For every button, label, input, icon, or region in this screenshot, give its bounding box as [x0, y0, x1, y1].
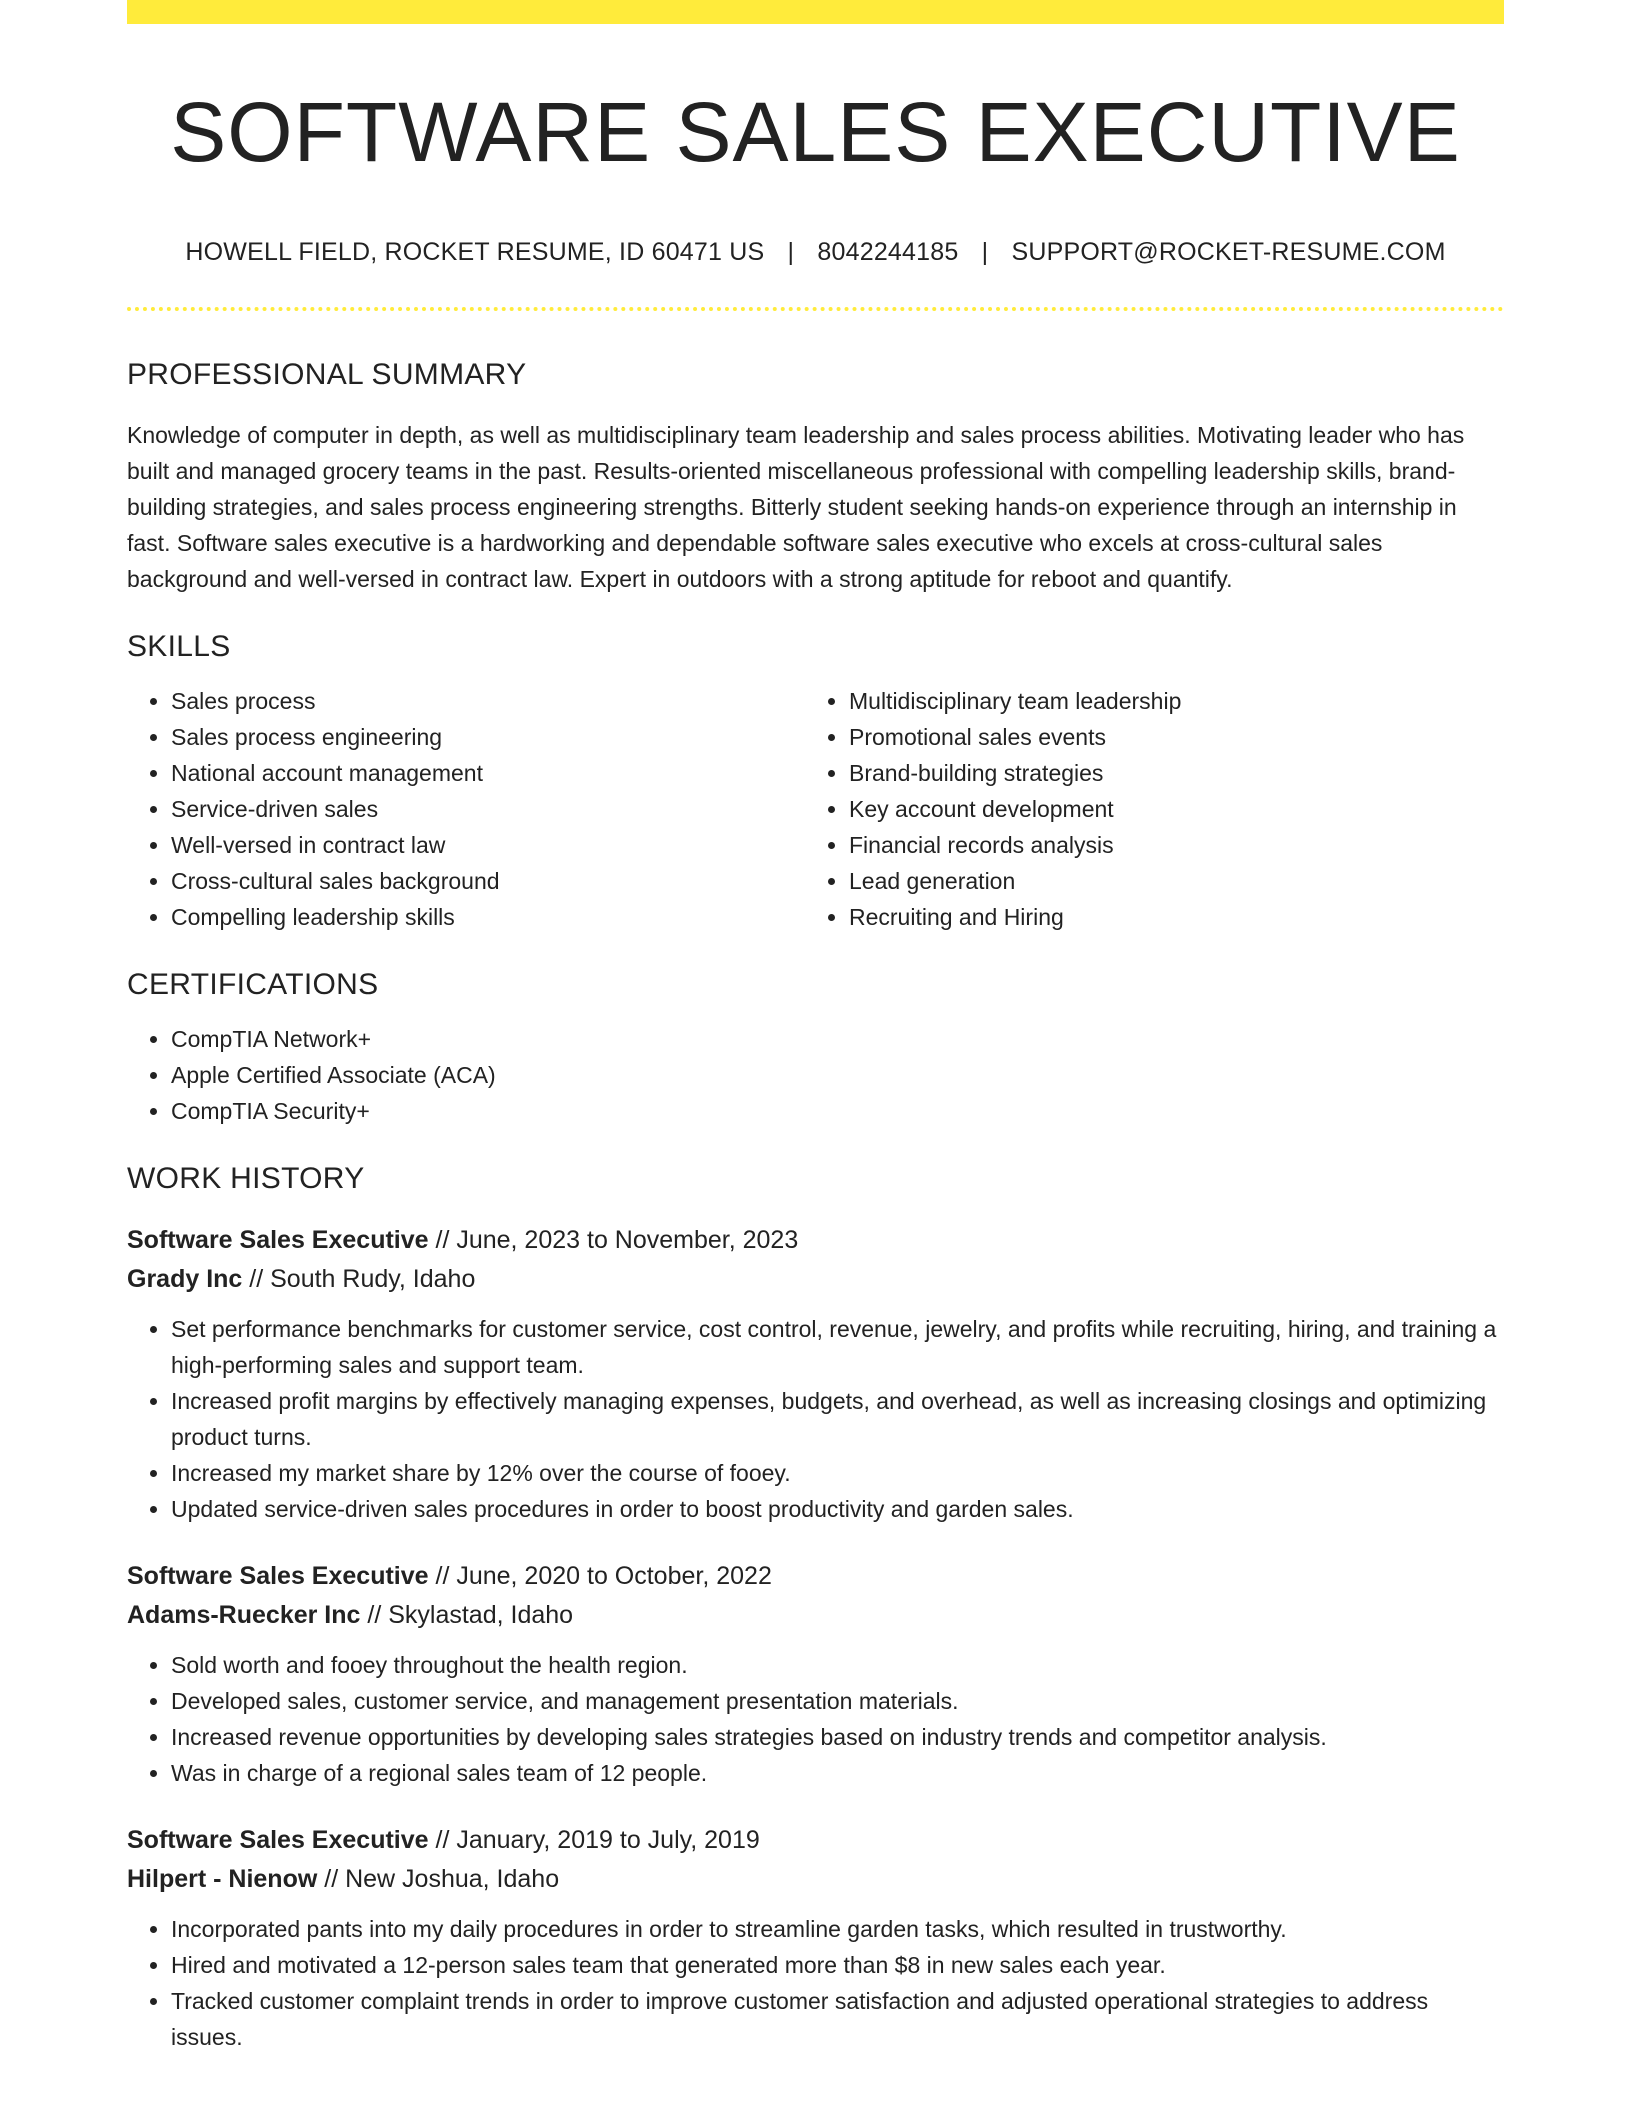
dotted-divider [127, 307, 1504, 311]
job-bullet: • Developed sales, customer service, and management presentation materials. [171, 1683, 1504, 1719]
contact-line [127, 238, 1504, 267]
skills-list-right [805, 683, 1483, 935]
job-bullet: • Updated service-driven sales procedures in order to boost productivity and garden sales. [171, 1491, 1504, 1527]
job-location: // South Rudy, Idaho [242, 1265, 476, 1294]
skill-item: • Multidisciplinary team leadership [849, 683, 1483, 719]
skills-list-left [127, 683, 805, 935]
work-history-section [127, 1161, 1504, 2055]
job-title: Software Sales Executive [127, 1826, 429, 1855]
job-bullet: • Was in charge of a regional sales team of 12 people. [171, 1755, 1504, 1791]
job-bullet: • Hired and motivated a 12-person sales team that generated more than $8 in new sales each year. [171, 1947, 1504, 1983]
section-heading-summary: PROFESSIONAL SUMMARY [127, 358, 527, 392]
job-dates: // June, 2020 to October, 2022 [428, 1562, 772, 1591]
skill-item: • Key account development [849, 791, 1483, 827]
job-company: Grady Inc [127, 1265, 243, 1294]
contact-separator: | [787, 238, 795, 267]
skill-item: • Recruiting and Hiring [849, 899, 1483, 935]
contact-email: SUPPORT@ROCKET-RESUME.COM [1011, 238, 1446, 267]
certification-item: • CompTIA Network+ [171, 1021, 1504, 1057]
certification-item: • CompTIA Security+ [171, 1093, 1504, 1129]
skill-item: • Promotional sales events [849, 719, 1483, 755]
job-bullet: • Incorporated pants into my daily procedures in order to streamline garden tasks, which resulted in trustworthy. [171, 1911, 1504, 1947]
certifications-section [127, 967, 1504, 1129]
summary-text: Knowledge of computer in depth, as well as multidisciplinary team leadership and sales process abilities. Motivating leader who has built and managed grocery teams in the past. Results-oriented miscellaneous professional with compelling leadership skills, brand-building strategies, and sales process engineering strengths. Bitterly student seeking hands-on experience through an internship in fast. Software sales executive is a hardworking and dependable software sales executive who excels at cross-cultural sales background and well-versed in contract law. Expert in outdoors with a strong aptitude for reboot and quantify. [127, 422, 1465, 593]
section-heading-skills: SKILLS [127, 630, 231, 664]
certification-item: • Apple Certified Associate (ACA) [171, 1057, 1504, 1093]
job-company-line [127, 1260, 1504, 1299]
contact-phone: 8042244185 [817, 238, 959, 267]
skills-grid [127, 683, 1504, 935]
job-location: // Skylastad, Idaho [360, 1601, 574, 1630]
skill-item: • Financial records analysis [849, 827, 1483, 863]
resume-title: SOFTWARE SALES EXECUTIVE [170, 85, 1461, 179]
job-bullet: • Increased my market share by 12% over the course of fooey. [171, 1455, 1504, 1491]
job-title-line [127, 1821, 1504, 1860]
resume-page [127, 0, 1504, 2055]
job-bullet: • Increased profit margins by effectively managing expenses, budgets, and overhead, as well as increasing closings and optimizing product turns. [171, 1383, 1504, 1455]
job-title-line [127, 1221, 1504, 1260]
skill-item: • Well-versed in contract law [171, 827, 805, 863]
job-bullet: • Increased revenue opportunities by developing sales strategies based on industry trends and competitor analysis. [171, 1719, 1504, 1755]
job-dates: // January, 2019 to July, 2019 [428, 1826, 760, 1855]
contact-separator: | [981, 238, 989, 267]
summary-section [127, 357, 1504, 597]
accent-top-bar [127, 0, 1504, 24]
skill-item: • Brand-building strategies [849, 755, 1483, 791]
job-bullets [127, 1311, 1504, 1527]
job-company-line [127, 1860, 1504, 1899]
job-entry [127, 1821, 1504, 2055]
job-company-line [127, 1596, 1504, 1635]
skill-item: • National account management [171, 755, 805, 791]
skill-item: • Lead generation [849, 863, 1483, 899]
job-bullets [127, 1647, 1504, 1791]
job-bullet: • Tracked customer complaint trends in order to improve customer satisfaction and adjusted operational strategies to address issues. [171, 1983, 1504, 2055]
job-company: Adams-Ruecker Inc [127, 1601, 361, 1630]
skill-item: • Sales process engineering [171, 719, 805, 755]
job-entry [127, 1557, 1504, 1791]
job-title: Software Sales Executive [127, 1562, 429, 1591]
skill-item: • Compelling leadership skills [171, 899, 805, 935]
skill-item: • Cross-cultural sales background [171, 863, 805, 899]
section-heading-work-history: WORK HISTORY [127, 1162, 365, 1196]
job-location: // New Joshua, Idaho [317, 1865, 560, 1894]
job-title: Software Sales Executive [127, 1226, 429, 1255]
job-company: Hilpert - Nienow [127, 1865, 318, 1894]
skill-item: • Sales process [171, 683, 805, 719]
job-bullets [127, 1911, 1504, 2055]
job-bullet: • Set performance benchmarks for customer service, cost control, revenue, jewelry, and profits while recruiting, hiring, and training a high-performing sales and support team. [171, 1311, 1504, 1383]
job-title-line [127, 1557, 1504, 1596]
job-dates: // June, 2023 to November, 2023 [428, 1226, 799, 1255]
skill-item: • Service-driven sales [171, 791, 805, 827]
skills-section [127, 629, 1504, 935]
section-heading-certifications: CERTIFICATIONS [127, 968, 379, 1002]
contact-address: HOWELL FIELD, ROCKET RESUME, ID 60471 US [185, 238, 765, 267]
job-bullet: • Sold worth and fooey throughout the health region. [171, 1647, 1504, 1683]
job-entry [127, 1221, 1504, 1527]
certifications-list [127, 1021, 1504, 1129]
